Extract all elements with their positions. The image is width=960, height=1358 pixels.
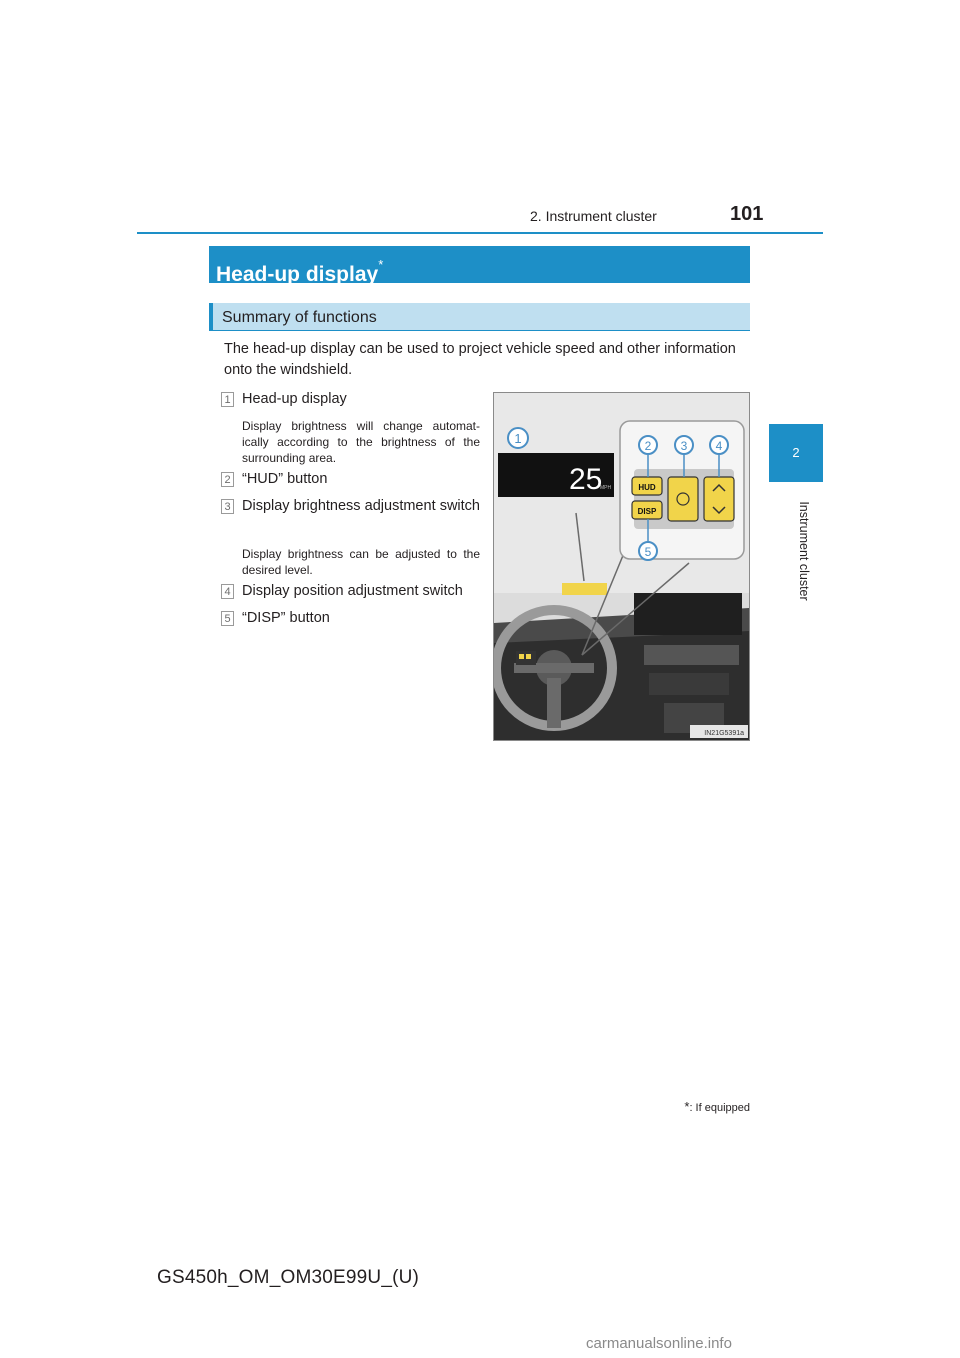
chapter-tab xyxy=(769,424,823,482)
intro-paragraph: The head-up display can be used to project vehicle speed and other information onto the windshield. xyxy=(224,341,736,378)
hud-speed-unit: MPH xyxy=(600,485,612,491)
brightness-switch-illustration xyxy=(668,477,698,521)
hud-projection xyxy=(562,583,607,595)
center-screen xyxy=(634,593,742,635)
item-title-3a xyxy=(242,496,480,517)
header-rule xyxy=(137,232,823,234)
footnote-text: : If equipped xyxy=(689,1102,750,1114)
item-number-2: 2 xyxy=(221,472,234,487)
item-title-2: “HUD” button xyxy=(242,471,328,487)
item-number-1: 1 xyxy=(221,392,234,407)
item-number-3: 3 xyxy=(221,499,234,514)
item-title-4: Display position adjustment switch xyxy=(242,583,463,599)
item-desc-1: Display brightness will change automat-ically according to the brightness of the surrounding area. xyxy=(242,419,480,465)
figure-callout-1-label: 1 xyxy=(514,431,522,446)
hud-illustration xyxy=(493,392,750,741)
subsection-title: Summary of functions xyxy=(209,303,750,331)
hud-speed-value: 25 xyxy=(569,463,603,496)
watermark: carmanualsonline.info xyxy=(586,1335,732,1352)
footnote-star-icon: * xyxy=(684,1099,690,1114)
hud-illustration-svg xyxy=(494,393,749,740)
item-title-5: “DISP” button xyxy=(242,610,330,626)
footnote xyxy=(560,1099,750,1114)
item-title-1: Head-up display xyxy=(242,391,347,407)
chapter-tab-label: Instrument cluster xyxy=(797,501,811,601)
figure-callout-4-label: 4 xyxy=(715,439,723,453)
section-title-bar xyxy=(209,246,750,286)
item-number-4: 4 xyxy=(221,584,234,599)
hud-button-label: HUD xyxy=(638,483,656,492)
disp-button-label: DISP xyxy=(637,507,657,516)
figure-callout-5-label: 5 xyxy=(644,545,652,559)
chapter-tab-number: 2 xyxy=(792,445,800,460)
figure-callout-2-label: 2 xyxy=(644,439,652,453)
document-code: GS450h_OM_OM30E99U_(U) xyxy=(157,1267,420,1288)
section-title: Head-up display xyxy=(216,263,379,286)
item-desc-3: Display brightness can be adjusted to the desired level. xyxy=(242,547,480,577)
subsection-rule xyxy=(209,330,750,331)
subsection-accent xyxy=(209,303,213,331)
running-header-section: 2. Instrument cluster xyxy=(530,208,657,224)
item-title-3: Display brightness adjustment switch xyxy=(242,498,480,514)
figure-callout-3-label: 3 xyxy=(680,439,688,453)
equipped-star-icon: * xyxy=(378,257,384,272)
figure-image-code: IN21G5391a xyxy=(704,730,744,737)
page-number: 101 xyxy=(730,203,764,225)
item-number-5: 5 xyxy=(221,611,234,626)
position-switch-illustration xyxy=(704,477,734,521)
